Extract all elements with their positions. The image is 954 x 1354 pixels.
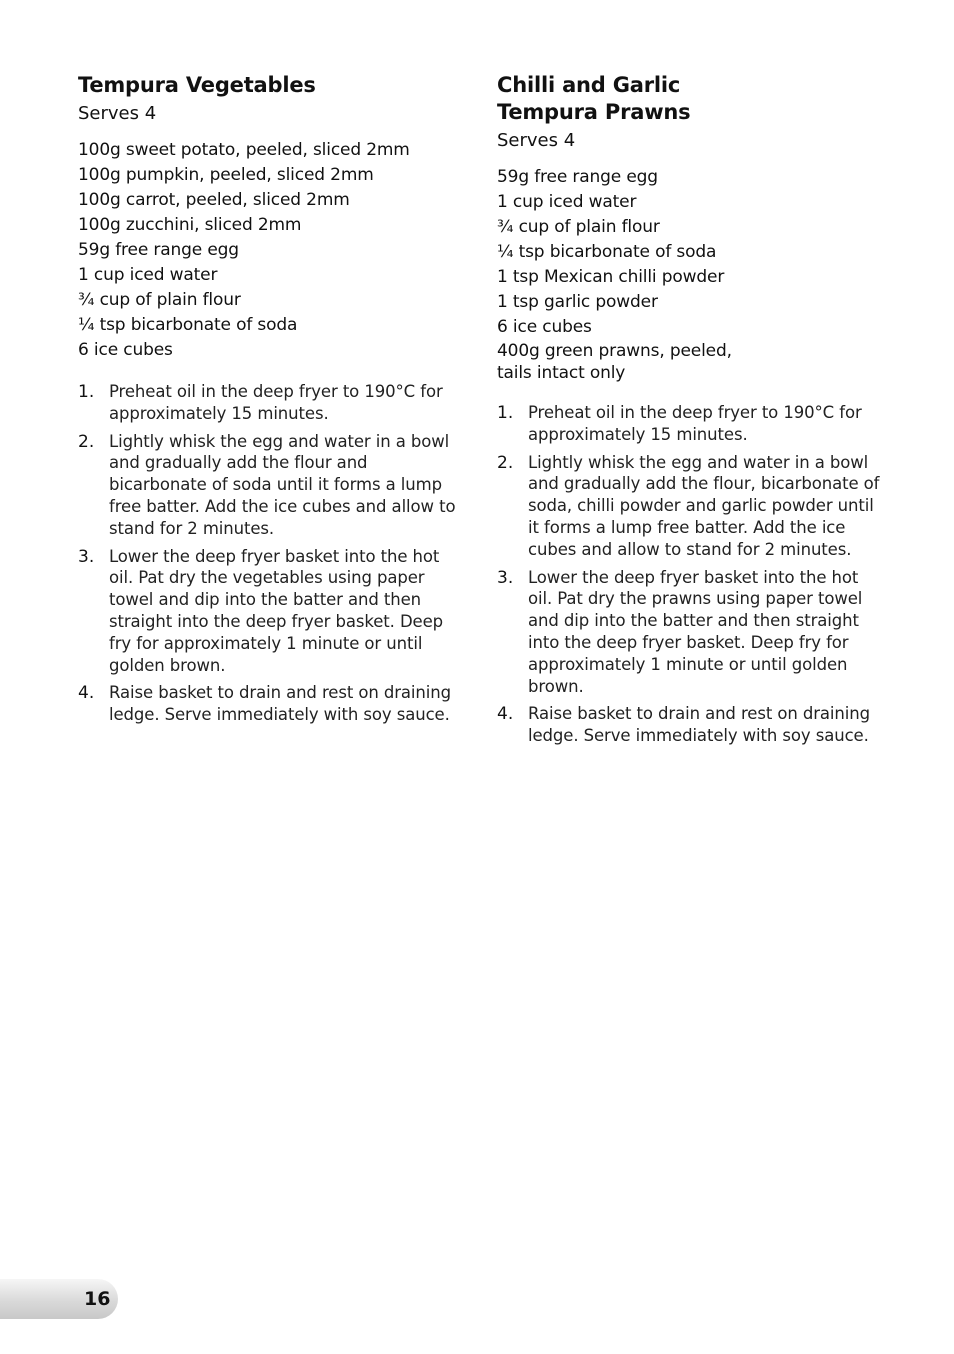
ingredient-list [497,165,881,384]
recipe-title-line: Tempura Prawns [497,100,691,124]
ingredient-list [78,138,456,363]
method-step [78,546,456,677]
method-steps [497,402,881,747]
recipe-title-line: Tempura Vegetables [78,73,316,97]
ingredient-item: 100g carrot, peeled, sliced 2mm [78,190,350,210]
ingredient-item: ¼ tsp bicarbonate of soda [78,315,298,335]
step-number: 4. [78,683,95,704]
step-text: Lower the deep fryer basket into the hot oil. Pat dry the prawns using paper towel and dip into the batter and then straight into the deep fryer basket. Deep fry for approximately 1 minute or until golden brown. [528,567,863,696]
method-step [497,452,881,561]
ingredient-item: 59g free range egg [497,167,658,187]
recipe-title-line: Chilli and Garlic [497,73,681,97]
step-number: 1. [78,382,95,402]
step-text: Lightly whisk the egg and water in a bowl and gradually add the flour, bicarbonate of soda, chilli powder and garlic powder until it forms a lump free batter. Add the ice cubes and allow to stand for 2 minutes. [528,452,880,559]
ingredient-item: 1 tsp garlic powder [497,292,658,312]
ingredient-item: ¾ cup of plain flour [497,217,660,237]
step-text: Lightly whisk the egg and water in a bowl and gradually add the flour and bicarbonate of soda until it forms a lump free batter. Add the ice cubes and allow to stand for 2 minutes. [109,431,456,538]
ingredient-item: ¼ tsp bicarbonate of soda [497,242,717,262]
ingredient-item: 6 ice cubes [78,340,173,360]
method-steps [78,381,456,726]
step-text: Preheat oil in the deep fryer to 190°C for approximately 15 minutes. [109,382,443,423]
serves-label: Serves 4 [497,130,576,151]
recipe-title [78,72,456,99]
step-number: 2. [497,452,514,473]
recipe-title [497,72,881,126]
recipe-tempura-vegetables [78,72,456,732]
step-number: 3. [497,567,514,588]
method-step [78,431,456,540]
method-step [497,703,881,747]
method-step [78,381,456,425]
ingredient-item: 6 ice cubes [497,317,592,337]
ingredient-item: 100g pumpkin, peeled, sliced 2mm [78,165,374,185]
step-number: 3. [78,546,95,567]
step-text: Raise basket to drain and rest on draining ledge. Serve immediately with soy sauce. [528,704,870,746]
recipe-chilli-garlic-tempura-prawns [497,72,881,753]
page-number: 16 [84,1288,111,1310]
ingredient-item: 1 tsp Mexican chilli powder [497,267,725,287]
method-step [497,567,881,698]
ingredient-item: 100g sweet potato, peeled, sliced 2mm [78,140,410,160]
ingredient-item: 100g zucchini, sliced 2mm [78,215,302,235]
ingredient-item: 1 cup iced water [497,192,637,212]
method-step [78,682,456,726]
step-text: Raise basket to drain and rest on draining ledge. Serve immediately with soy sauce. [109,683,451,725]
method-step [497,402,881,446]
ingredient-item: 59g free range egg [78,240,239,260]
ingredient-item: 400g green prawns, peeled, tails intact only [497,341,732,383]
ingredient-item: 1 cup iced water [78,265,218,285]
ingredient-item: ¾ cup of plain flour [78,290,241,310]
step-text: Preheat oil in the deep fryer to 190°C for approximately 15 minutes. [528,403,862,444]
step-number: 4. [497,704,514,725]
step-number: 1. [497,403,514,423]
step-number: 2. [78,431,95,452]
serves-label: Serves 4 [78,103,157,124]
step-text: Lower the deep fryer basket into the hot oil. Pat dry the vegetables using paper towel and dip into the batter and then straight into the deep fryer basket. Deep fry for approximately 1 minute or until golden brown. [109,546,444,675]
